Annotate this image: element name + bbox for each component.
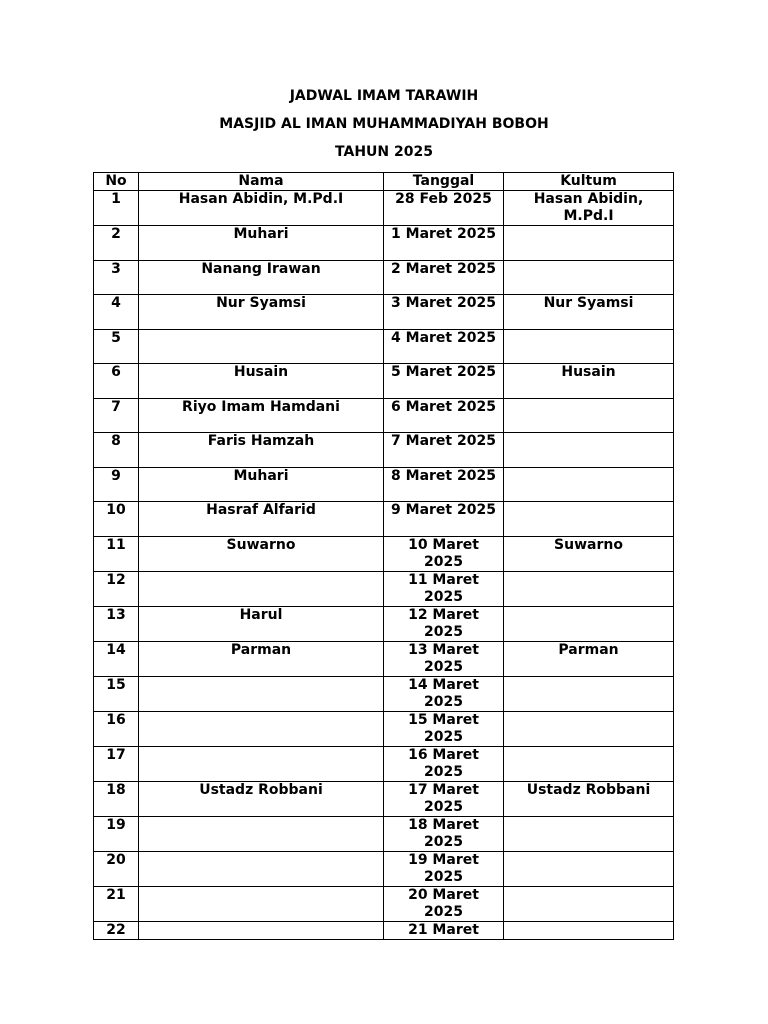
cell-nama: Parman — [139, 641, 384, 676]
cell-no: 22 — [94, 921, 139, 939]
cell-no: 17 — [94, 746, 139, 781]
table-row — [94, 364, 674, 399]
cell-tanggal: 1 Maret 2025 — [384, 226, 504, 261]
table-header-row — [94, 173, 674, 191]
cell-kultum: Ustadz Robbani — [504, 781, 674, 816]
cell-kultum: Hasan Abidin, M.Pd.I — [504, 191, 674, 226]
table-row — [94, 781, 674, 816]
cell-tanggal: 10 Maret 2025 — [384, 536, 504, 571]
cell-nama — [139, 886, 384, 921]
cell-kultum — [504, 467, 674, 502]
table-row — [94, 571, 674, 606]
column-header-tanggal: Tanggal — [384, 173, 504, 191]
cell-kultum — [504, 816, 674, 851]
cell-no: 15 — [94, 676, 139, 711]
cell-no: 10 — [94, 502, 139, 537]
column-header-nama: Nama — [139, 173, 384, 191]
table-row — [94, 606, 674, 641]
cell-tanggal: 9 Maret 2025 — [384, 502, 504, 537]
cell-nama: Riyo Imam Hamdani — [139, 398, 384, 433]
cell-kultum: Nur Syamsi — [504, 295, 674, 330]
cell-tanggal: 8 Maret 2025 — [384, 467, 504, 502]
table-row — [94, 191, 674, 226]
cell-tanggal: 18 Maret 2025 — [384, 816, 504, 851]
cell-kultum: Husain — [504, 364, 674, 399]
cell-no: 9 — [94, 467, 139, 502]
cell-tanggal: 6 Maret 2025 — [384, 398, 504, 433]
cell-kultum — [504, 226, 674, 261]
cell-kultum — [504, 606, 674, 641]
cell-nama — [139, 816, 384, 851]
cell-kultum — [504, 398, 674, 433]
cell-kultum — [504, 329, 674, 364]
cell-tanggal: 15 Maret 2025 — [384, 711, 504, 746]
cell-nama: Muhari — [139, 226, 384, 261]
cell-tanggal: 3 Maret 2025 — [384, 295, 504, 330]
cell-no: 8 — [94, 433, 139, 468]
cell-kultum — [504, 433, 674, 468]
cell-kultum — [504, 886, 674, 921]
table-row — [94, 536, 674, 571]
table-row — [94, 398, 674, 433]
cell-kultum — [504, 851, 674, 886]
cell-nama — [139, 676, 384, 711]
table-row — [94, 433, 674, 468]
cell-no: 14 — [94, 641, 139, 676]
cell-kultum: Parman — [504, 641, 674, 676]
cell-no: 4 — [94, 295, 139, 330]
cell-tanggal: 21 Maret — [384, 921, 504, 939]
column-header-kultum: Kultum — [504, 173, 674, 191]
cell-nama: Ustadz Robbani — [139, 781, 384, 816]
cell-tanggal: 16 Maret 2025 — [384, 746, 504, 781]
cell-tanggal: 13 Maret 2025 — [384, 641, 504, 676]
cell-no: 5 — [94, 329, 139, 364]
cell-nama: Harul — [139, 606, 384, 641]
cell-no: 16 — [94, 711, 139, 746]
table-row — [94, 746, 674, 781]
cell-kultum — [504, 711, 674, 746]
table-row — [94, 921, 674, 939]
cell-no: 21 — [94, 886, 139, 921]
cell-kultum — [504, 502, 674, 537]
mosque-name: MASJID AL IMAN MUHAMMADIYAH BOBOH — [219, 116, 549, 132]
cell-tanggal: 28 Feb 2025 — [384, 191, 504, 226]
cell-no: 6 — [94, 364, 139, 399]
table-row — [94, 467, 674, 502]
cell-no: 11 — [94, 536, 139, 571]
cell-tanggal: 2 Maret 2025 — [384, 260, 504, 295]
table-row — [94, 711, 674, 746]
cell-no: 13 — [94, 606, 139, 641]
cell-nama: Muhari — [139, 467, 384, 502]
schedule-table — [93, 172, 674, 940]
table-row — [94, 851, 674, 886]
cell-tanggal: 17 Maret 2025 — [384, 781, 504, 816]
document-year: TAHUN 2025 — [335, 144, 433, 160]
cell-no: 3 — [94, 260, 139, 295]
cell-kultum — [504, 260, 674, 295]
cell-nama — [139, 746, 384, 781]
cell-kultum — [504, 746, 674, 781]
cell-nama: Hasan Abidin, M.Pd.I — [139, 191, 384, 226]
cell-tanggal: 19 Maret 2025 — [384, 851, 504, 886]
cell-tanggal: 20 Maret 2025 — [384, 886, 504, 921]
cell-tanggal: 11 Maret 2025 — [384, 571, 504, 606]
table-row — [94, 641, 674, 676]
cell-tanggal: 7 Maret 2025 — [384, 433, 504, 468]
cell-kultum: Suwarno — [504, 536, 674, 571]
table-row — [94, 502, 674, 537]
table-row — [94, 226, 674, 261]
cell-no: 2 — [94, 226, 139, 261]
cell-kultum — [504, 676, 674, 711]
cell-nama — [139, 711, 384, 746]
cell-no: 1 — [94, 191, 139, 226]
cell-nama: Husain — [139, 364, 384, 399]
cell-nama — [139, 851, 384, 886]
column-header-no: No — [94, 173, 139, 191]
table-row — [94, 676, 674, 711]
cell-no: 18 — [94, 781, 139, 816]
cell-nama: Nanang Irawan — [139, 260, 384, 295]
cell-no: 7 — [94, 398, 139, 433]
cell-nama: Nur Syamsi — [139, 295, 384, 330]
cell-tanggal: 14 Maret 2025 — [384, 676, 504, 711]
cell-nama: Hasraf Alfarid — [139, 502, 384, 537]
cell-tanggal: 12 Maret 2025 — [384, 606, 504, 641]
document-title: JADWAL IMAM TARAWIH — [289, 88, 479, 104]
table-row — [94, 329, 674, 364]
table-row — [94, 260, 674, 295]
cell-nama — [139, 921, 384, 939]
cell-tanggal: 5 Maret 2025 — [384, 364, 504, 399]
table-row — [94, 816, 674, 851]
cell-nama: Faris Hamzah — [139, 433, 384, 468]
cell-nama: Suwarno — [139, 536, 384, 571]
cell-kultum — [504, 571, 674, 606]
table-row — [94, 886, 674, 921]
table-row — [94, 295, 674, 330]
cell-nama — [139, 571, 384, 606]
cell-no: 20 — [94, 851, 139, 886]
cell-tanggal: 4 Maret 2025 — [384, 329, 504, 364]
cell-no: 12 — [94, 571, 139, 606]
cell-nama — [139, 329, 384, 364]
cell-no: 19 — [94, 816, 139, 851]
cell-kultum — [504, 921, 674, 939]
